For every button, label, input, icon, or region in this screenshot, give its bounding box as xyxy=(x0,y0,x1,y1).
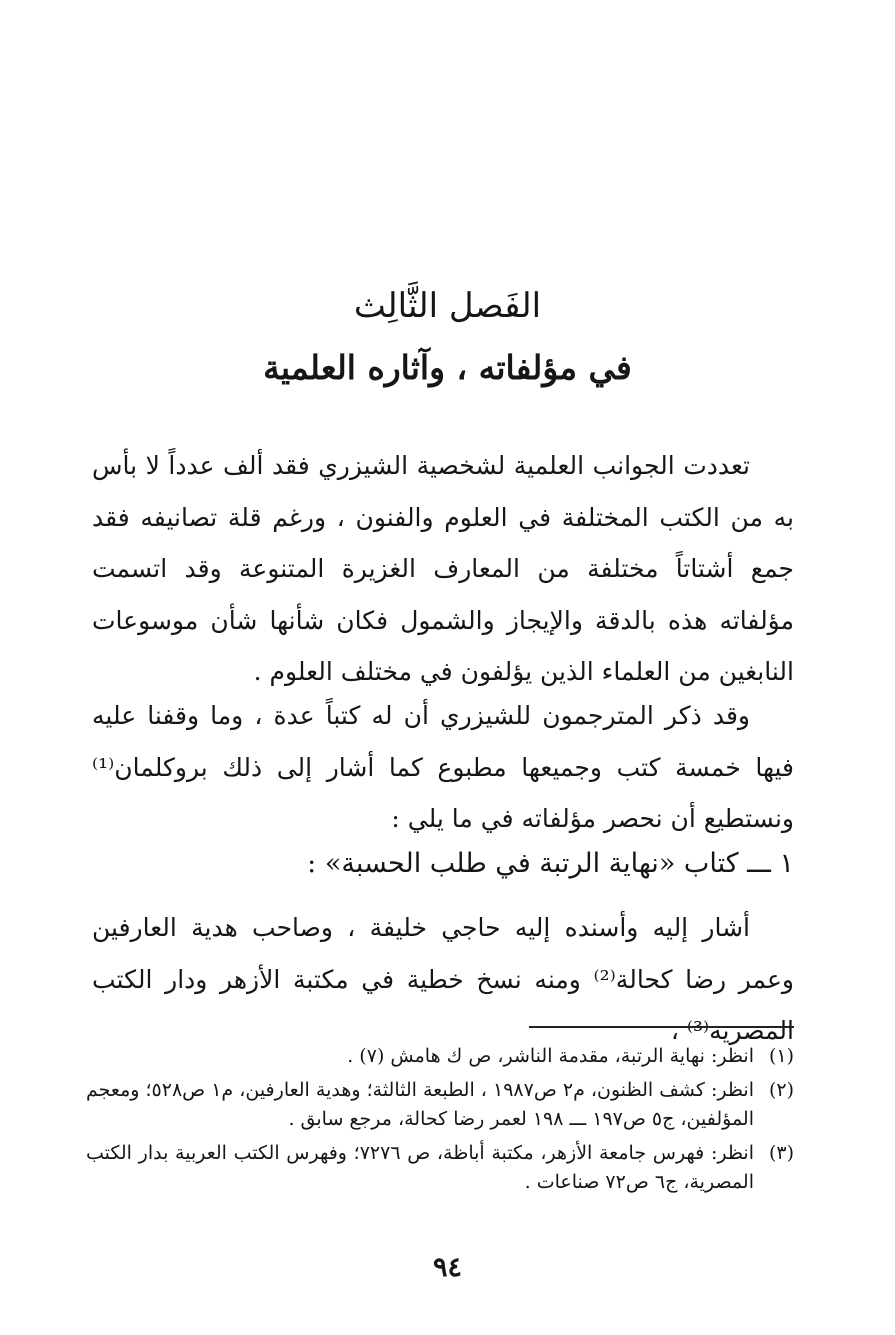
chapter-label: الفَصل الثَّالِث xyxy=(353,286,542,326)
paragraph-intro-text: تعددت الجوانب العلمية لشخصية الشيزري فقد ألف عدداً لا بأس به من الكتب المختلفة في العلوم والفنون ، ورغم قلة تصانيفه فقد جمع أشتاتاً مختلفة من المعارف الغزيرة المتنوعة وقد اتسمت مؤلفاته هذه بالدقة والإيجاز والشمول فكان شأنها شأن موسوعات النابغين من العلماء الذين يؤلفون في مختلف العلوم . xyxy=(92,451,794,686)
footnote-number: (١) xyxy=(768,1045,794,1067)
footnote-number: (٢) xyxy=(768,1079,794,1101)
footnote-number: (٣) xyxy=(768,1142,794,1164)
footnote-text: انظر: كشف الظنون، م٢ ص١٩٨٧ ، الطبعة الثالثة؛ وهدية العارفين، م١ ص٥٢٨؛ ومعجم المؤلفين، ج٥ ص١٩٧ ـــ ١٩٨ لعمر رضا كحالة، مرجع سابق . xyxy=(86,1079,754,1130)
footnote-text: انظر: نهاية الرتبة، مقدمة الناشر، ص ك هامش (٧) . xyxy=(347,1045,754,1067)
footnote-text: انظر: فهرس جامعة الأزهر، مكتبة أباظة، ص ٧٢٧٦؛ وفهرس الكتب العربية بدار الكتب المصرية، ج٦ ص٧٢ صناعات . xyxy=(86,1142,754,1193)
chapter-title: في مؤلفاته ، وآثاره العلمية xyxy=(263,348,632,387)
page-number: ٩٤ xyxy=(432,1252,462,1283)
paragraph-book-one xyxy=(92,902,794,1057)
paragraph-book-one-text: أشار إليه وأسنده إليه حاجي خليفة ، وصاحب هدية العارفين وعمر رضا كحالة⁽²⁾ ومنه نسخ خطية في مكتبة الأزهر ودار الكتب المصرية⁽³⁾ ، xyxy=(92,913,794,1045)
paragraph-intro xyxy=(92,440,794,698)
footnotes xyxy=(86,1042,794,1202)
footnote-item xyxy=(86,1139,794,1197)
paragraph-works xyxy=(92,690,794,845)
footnote-item xyxy=(86,1076,794,1134)
footnote-separator xyxy=(529,1026,794,1028)
book-item-heading: ١ ـــ كتاب «نهاية الرتبة في طلب الحسبة» : xyxy=(307,848,794,879)
footnote-item xyxy=(86,1042,794,1071)
paragraph-works-text: وقد ذكر المترجمون للشيزري أن له كتباً عدة ، وما وقفنا عليه فيها خمسة كتب وجميعها مطبوع كما أشار إلى ذلك بروكلمان⁽¹⁾ ونستطيع أن نحصر مؤلفاته في ما يلي : xyxy=(92,701,794,833)
